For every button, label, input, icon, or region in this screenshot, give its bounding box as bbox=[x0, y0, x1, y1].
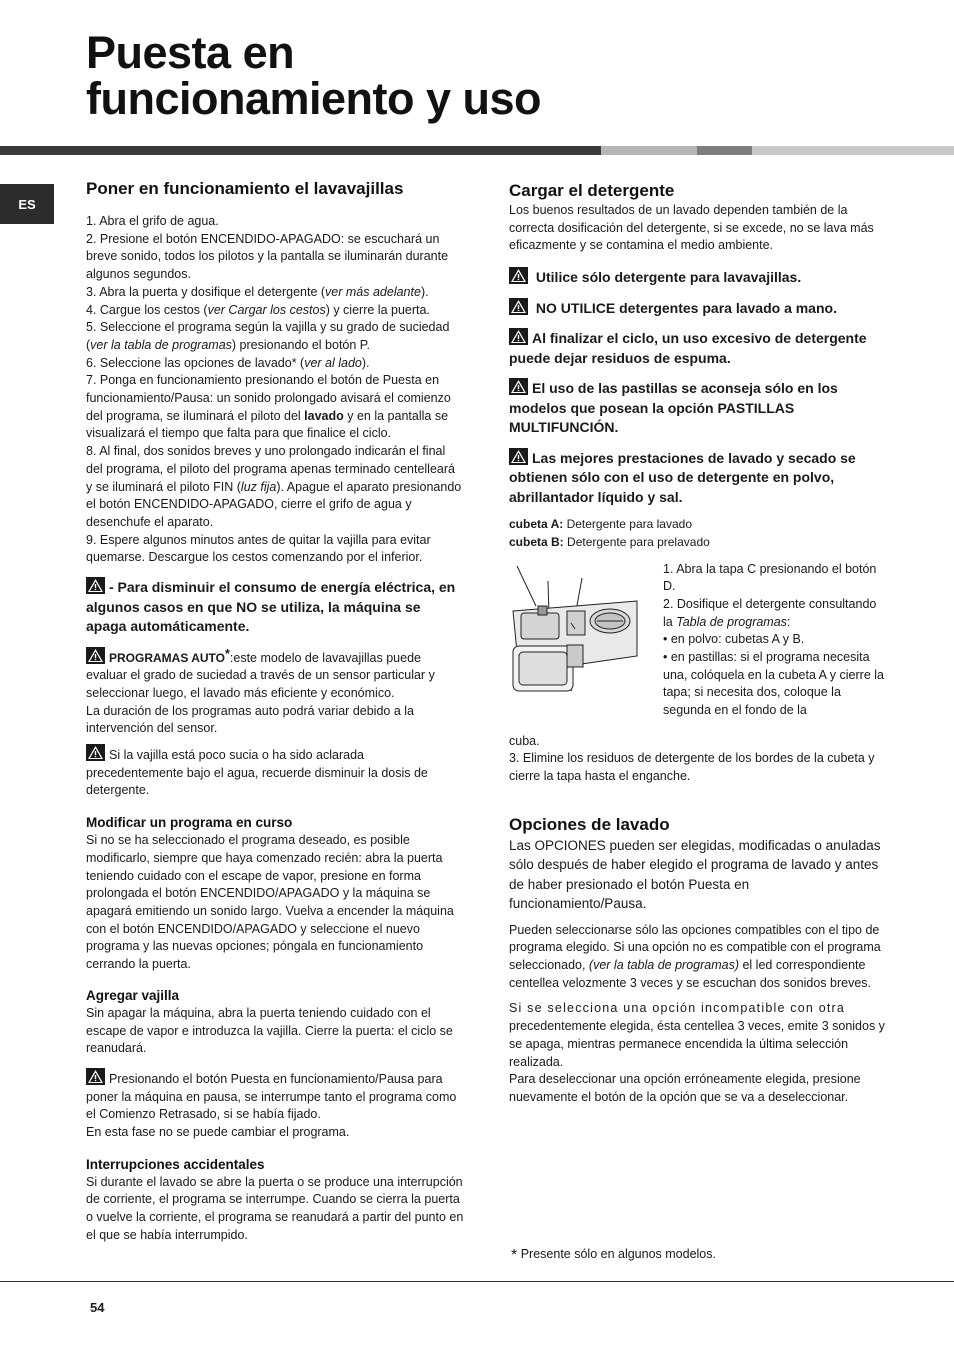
step-4: 4. Cargue los cestos (ver Cargar los cestos) y cierre la puerta. bbox=[86, 302, 430, 317]
footer-rule bbox=[0, 1281, 954, 1282]
page-number: 54 bbox=[90, 1300, 105, 1315]
warning-triangle-icon bbox=[509, 298, 528, 315]
dirty-dishes-note: Si la vajilla está poco sucia o ha sido aclarada precedentemente bajo el agua, recuerde disminuir la dosis de detergente. bbox=[86, 744, 464, 800]
dispenser-tablets: • en pastillas: si el programa necesita una, colóquela en la cubeta A y cierre la tapa; si necesita dos, coloque la segunda en el fondo de la bbox=[663, 650, 884, 718]
warning-triangle-icon bbox=[509, 328, 528, 345]
options-incompatible-rest: precedentemente elegida, ésta centellea 3 veces, emite 3 sonidos y se apaga, mientras permanece encendida la última selección realizada. bbox=[509, 1019, 885, 1069]
right-column bbox=[509, 180, 887, 1107]
warning-triangle-icon bbox=[86, 577, 105, 594]
options-heading: Opciones de lavado bbox=[509, 814, 670, 834]
header-rule-mid bbox=[697, 146, 752, 155]
warning-triangle-icon bbox=[86, 1068, 105, 1085]
header-rule-dark bbox=[0, 146, 601, 155]
dispenser-step-3: 3. Elimine los residuos de detergente de los bordes de la cubeta y cierre la tapa hasta el enganche. bbox=[509, 751, 875, 783]
step-8: 8. Al final, dos sonidos breves y uno prolongado indicarán el final del programa, el piloto del programa apenas terminado centelleará y se iluminará el piloto FIN (luz fija). Apague el aparato presionando el botón ENCENDIDO-APAGADO, cierre el grifo de agua y desenchufe el aparato. bbox=[86, 444, 462, 529]
dispenser-instructions bbox=[663, 561, 887, 733]
warning-triangle-icon bbox=[86, 744, 105, 761]
dispenser-illustration bbox=[509, 561, 653, 733]
warning-triangle-icon bbox=[509, 448, 528, 465]
step-5: 5. Seleccione el programa según la vajilla y su grado de suciedad (ver la tabla de programas) presionando el botón P. bbox=[86, 320, 450, 352]
add-dishes-text: Sin apagar la máquina, abra la puerta teniendo cuidado con el escape de vapor e introduzca la vajilla. Cierre la puerta: el ciclo se reanudará. bbox=[86, 1005, 453, 1056]
pause-note-2: En esta fase no se puede cambiar el programa. bbox=[86, 1125, 350, 1140]
warning-triangle-icon bbox=[509, 378, 528, 395]
dispenser-figure-block bbox=[509, 561, 887, 733]
options-incompatible-line1: Si se selecciona una opción incompatible con otra bbox=[509, 1001, 846, 1016]
header-rule-light-end bbox=[752, 146, 954, 155]
warning-2: NO UTILICE detergentes para lavado a mano. bbox=[509, 298, 887, 319]
step-9: 9. Espere algunos minutos antes de quitar la vajilla para evitar quemarse. Descargue los cestos comenzando por el inferior. bbox=[86, 532, 431, 565]
auto-programs-duration: La duración de los programas auto podrá variar debido a la intervención del sensor. bbox=[86, 703, 414, 736]
compartment-a: cubeta A: Detergente para lavado bbox=[509, 517, 692, 532]
title-line-2: funcionamiento y uso bbox=[86, 73, 542, 124]
language-tab bbox=[0, 184, 54, 224]
compartment-b: cubeta B: Detergente para prelavado bbox=[509, 534, 710, 549]
section-heading-start: Poner en funcionamiento el lavavajillas bbox=[86, 179, 404, 198]
left-column bbox=[86, 178, 464, 1245]
warning-5: Las mejores prestaciones de lavado y secado se obtienen sólo con el uso de detergente en polvo, abrillantador líquido y sal. bbox=[509, 449, 856, 505]
warning-4: El uso de las pastillas se aconseja sólo en los modelos que posean la opción PASTILLAS MULTIFUNCIÓN. bbox=[509, 380, 838, 436]
dispenser-step-1: 1. Abra la tapa C presionando el botón D. bbox=[663, 561, 877, 594]
add-dishes-heading: Agregar vajilla bbox=[86, 987, 180, 1003]
title-line-1: Puesta en bbox=[86, 27, 295, 78]
dispenser-tablets-end: cuba. bbox=[509, 733, 540, 748]
header-rule-light bbox=[601, 146, 697, 155]
dispenser-step-2: 2. Dosifique el detergente consultando la Tabla de programas: bbox=[663, 596, 877, 629]
auto-programs-note: PROGRAMAS AUTO*:este modelo de lavavajillas puede evaluar el grado de suciedad a través de un sensor particular y seleccionar luego, el lavado más eficiente y económico. bbox=[86, 646, 435, 700]
interruptions-heading: Interrupciones accidentales bbox=[86, 1156, 265, 1172]
options-compatibility: Pueden seleccionarse sólo las opciones compatibles con el tipo de programa elegido. Si una opción no es compatible con el programa seleccionado, (ver la tabla de programas) el led correspondiente centellea velozmente 3 veces y se escuchan dos sonidos breves. bbox=[509, 922, 881, 990]
pause-note: Presionando el botón Puesta en funcionamiento/Pausa para poner la máquina en pausa, se interrumpe tanto el programa como el Comienzo Retrasado, si se había fijado. bbox=[86, 1068, 464, 1124]
language-label: ES bbox=[18, 196, 36, 212]
options-deselect: Para deseleccionar una opción erróneamente elegida, presione nuevamente el botón de la opción que se va a deseleccionar. bbox=[509, 1072, 861, 1104]
footnote: * Presente sólo en algunos modelos. bbox=[511, 1247, 716, 1264]
detergent-heading: Cargar el detergente bbox=[509, 181, 675, 200]
step-3: 3. Abra la puerta y dosifique el detergente (ver más adelante). bbox=[86, 284, 429, 299]
step-6: 6. Seleccione las opciones de lavado* (ver al lado). bbox=[86, 355, 370, 370]
page-title bbox=[86, 27, 542, 124]
step-7: 7. Ponga en funcionamiento presionando el botón de Puesta en funcionamiento/Pausa: un sonido prolongado avisará el comienzo del programa, se iluminará el piloto del lavado y en la pantalla se visualizará el tiempo que falta para que finalice el ciclo. bbox=[86, 373, 451, 441]
modify-program-text: Si no se ha seleccionado el programa deseado, es posible modificarlo, siempre que haya comenzado recién: abra la puerta teniendo cuidado con el escape de vapor, presione en forma prolongada el botón ENCENDIDO/APAGADO y la máquina se apagará emitiendo un sonido largo. Vuelva a encender la máquina con el botón ENCENDIDO/APAGADO y seleccione el nuevo programa y las nuevas opciones; póngala en funcionamiento cerrando la puerta. bbox=[86, 833, 454, 972]
interruptions-text: Si durante el lavado se abre la puerta o se produce una interrupción de corriente, el programa se interrumpe. Cuando se cierra la puerta o vuelve la corriente, el programa se reanudará a partir del punto en el que se había interrumpido. bbox=[86, 1174, 464, 1242]
warning-1: Utilice sólo detergente para lavavajillas. bbox=[509, 267, 887, 288]
modify-program-heading: Modificar un programa en curso bbox=[86, 815, 293, 831]
warning-triangle-icon bbox=[509, 267, 528, 284]
energy-note: - Para disminuir el consumo de energía eléctrica, en algunos casos en que NO se utiliza, la máquina se apaga automáticamente. bbox=[86, 579, 456, 635]
step-1: 1. Abra el grifo de agua. bbox=[86, 214, 219, 228]
detergent-intro: Los buenos resultados de un lavado dependen también de la correcta dosificación del detergente, si se excede, no se lava más eficazmente y se contamina el medio ambiente. bbox=[509, 203, 874, 253]
step-2: 2. Presione el botón ENCENDIDO-APAGADO: se escuchará un breve sonido, todos los pilotos y la pantalla se iluminarán durante algunos segundos. bbox=[86, 231, 449, 282]
options-intro: Las OPCIONES pueden ser elegidas, modificadas o anuladas sólo después de haber elegido el programa de lavado y antes de haber presionado el botón Puesta en funcionamiento/Pausa. bbox=[509, 837, 881, 912]
warning-triangle-icon bbox=[86, 647, 105, 664]
dispenser-powder: • en polvo: cubetas A y B. bbox=[663, 632, 805, 647]
warning-3: Al finalizar el ciclo, un uso excesivo de detergente puede dejar residuos de espuma. bbox=[509, 330, 867, 366]
